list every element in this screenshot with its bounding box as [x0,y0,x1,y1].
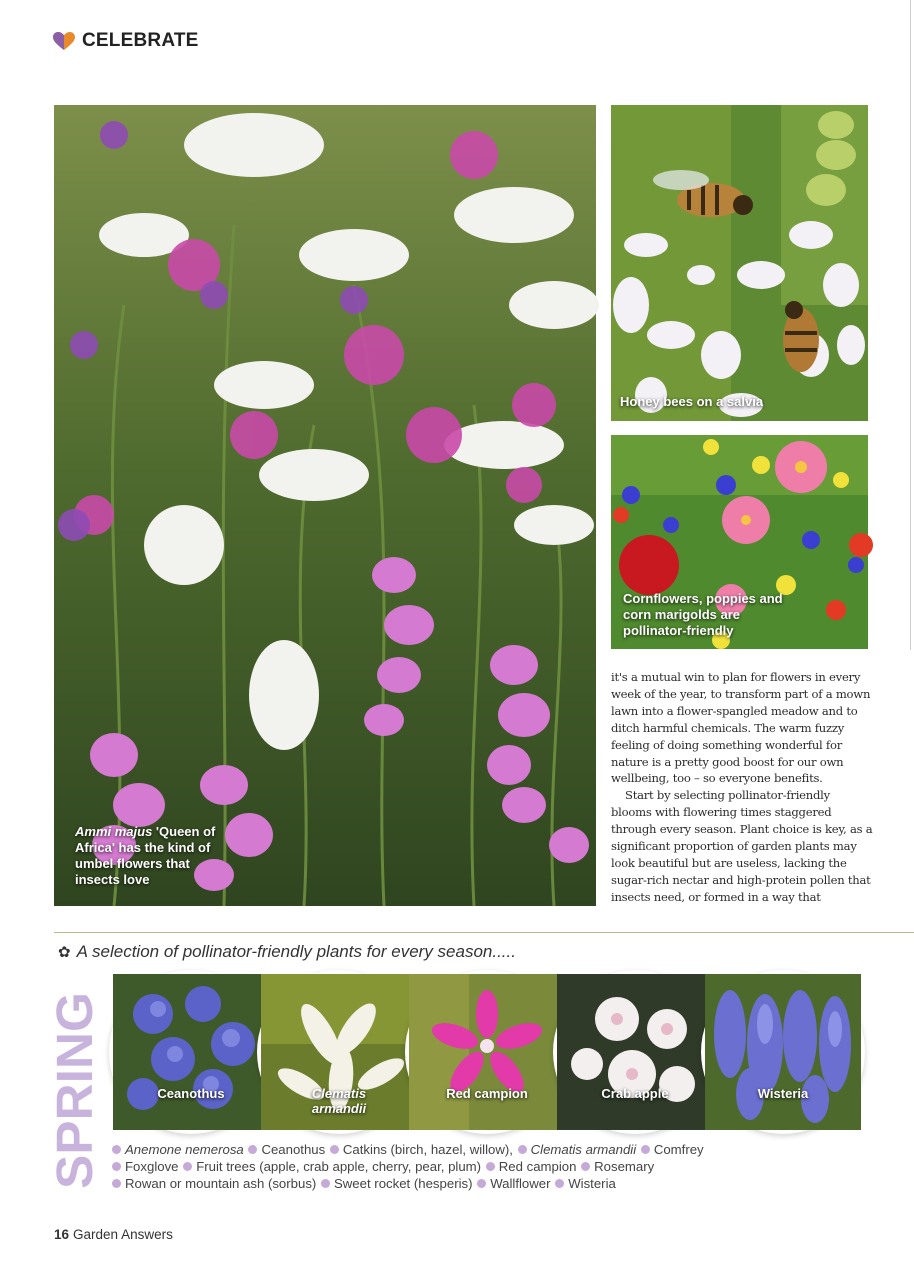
circle-label-clematis-line2: armandii [311,1101,367,1116]
bee-photo [611,105,868,421]
bee-photo-caption: Honey bees on a salvia [620,394,764,409]
bullet-dot [183,1162,192,1171]
bullet-dot [248,1145,257,1154]
red-campion-illustration [409,974,565,1130]
plant-item: Rosemary [594,1159,655,1174]
poppy-photo-caption: Cornflowers, poppies and corn marigolds are pollinator-friendly [623,591,783,638]
circle-label-red-campion: Red campion [446,1086,528,1101]
bullet-dot [518,1145,527,1154]
meadow-illustration [54,105,596,906]
plant-item: Wisteria [568,1176,616,1191]
plant-item: Sweet rocket (hesperis) [333,1176,473,1191]
circle-ceanothus [113,974,269,1130]
plant-item: Fruit trees (apple, crab apple, cherry, pear, plum) [196,1159,482,1174]
circle-crab-apple [557,974,713,1130]
season-label-spring [46,990,103,1190]
publication-name: Garden Answers [73,1227,173,1242]
plant-item: Clematis armandii [530,1142,637,1157]
plant-item: Catkins (birch, hazel, willow), [342,1142,513,1157]
circle-wisteria [705,974,861,1130]
plant-item: Foxglove [125,1159,179,1174]
plant-list-row [111,1158,811,1175]
page-number: 16 [54,1227,70,1242]
paragraph-1: it's a mutual win to plan for flowers in every week of the year, to transform part of a mown lawn into a flower-spangled meadow and to ditch harmful chemicals. The warm fuzzy feeling of doing something wonderful for nature is a pretty good boost for our own wellbeing, too – so everyone benefits. [611,670,871,786]
circle-label-clematis [261,1086,417,1116]
crab-apple-illustration [557,974,713,1130]
selection-title-text: A selection of pollinator-friendly plants for every season..... [76,942,516,961]
heart-icon [52,31,76,51]
paragraph-2: Start by selecting pollinator-friendly blooms with flowering times staggered through every season. Plant choice is key, as a significant proportion of garden plants may look beautiful but are useless, lacking the sugar-rich nectar and high-protein pollen that insects need, or formed in a way that [611,788,873,904]
circle-red-campion [409,974,565,1130]
circle-label-wisteria: Wisteria [757,1086,809,1101]
spring-plant-list [111,1141,811,1192]
bullet-dot [486,1162,495,1171]
circle-label-clematis-line1: Clematis [311,1086,367,1101]
season-label-text: SPRING [46,993,103,1189]
plant-item: Comfrey [653,1142,704,1157]
wisteria-illustration [705,974,861,1130]
caption-text: 'Queen of Africa' has the kind of umbel flowers that insects love [75,824,216,887]
bullet-dot [112,1179,121,1188]
circle-label-ceanothus: Ceanothus [157,1086,225,1101]
bullet-dot [477,1179,486,1188]
circle-clematis-armandii [261,974,417,1130]
bullet-dot [555,1179,564,1188]
page-edge-rule [910,0,911,650]
plant-item: Anemone nemerosa [125,1142,244,1157]
plant-item: Ceanothus [261,1142,326,1157]
section-header [52,30,199,52]
bullet-dot [330,1145,339,1154]
page-footer [54,1227,173,1242]
bullet-dot [112,1145,121,1154]
plant-item: Red campion [498,1159,577,1174]
bullet-dot [581,1162,590,1171]
bullet-dot [112,1162,121,1171]
bullet-dot [321,1179,330,1188]
plant-item: Rowan or mountain ash (sorbus) [125,1176,317,1191]
ceanothus-illustration [113,974,269,1130]
circle-label-crab-apple: Crab apple [601,1086,669,1101]
plant-list-row [111,1175,811,1192]
plant-list-row [111,1141,811,1158]
article-body [611,669,873,906]
section-divider [54,932,914,933]
main-photo-ammi-majus [54,105,596,906]
plant-item: Wallflower [490,1176,551,1191]
flower-icon: ✿ [58,944,71,961]
bullet-dot [641,1145,650,1154]
caption-italic-name: Ammi majus [75,824,153,839]
selection-heading [58,942,516,962]
main-photo-caption [75,824,235,888]
bee-illustration [611,105,868,421]
poppy-photo [611,435,868,649]
section-label: CELEBRATE [82,30,199,51]
